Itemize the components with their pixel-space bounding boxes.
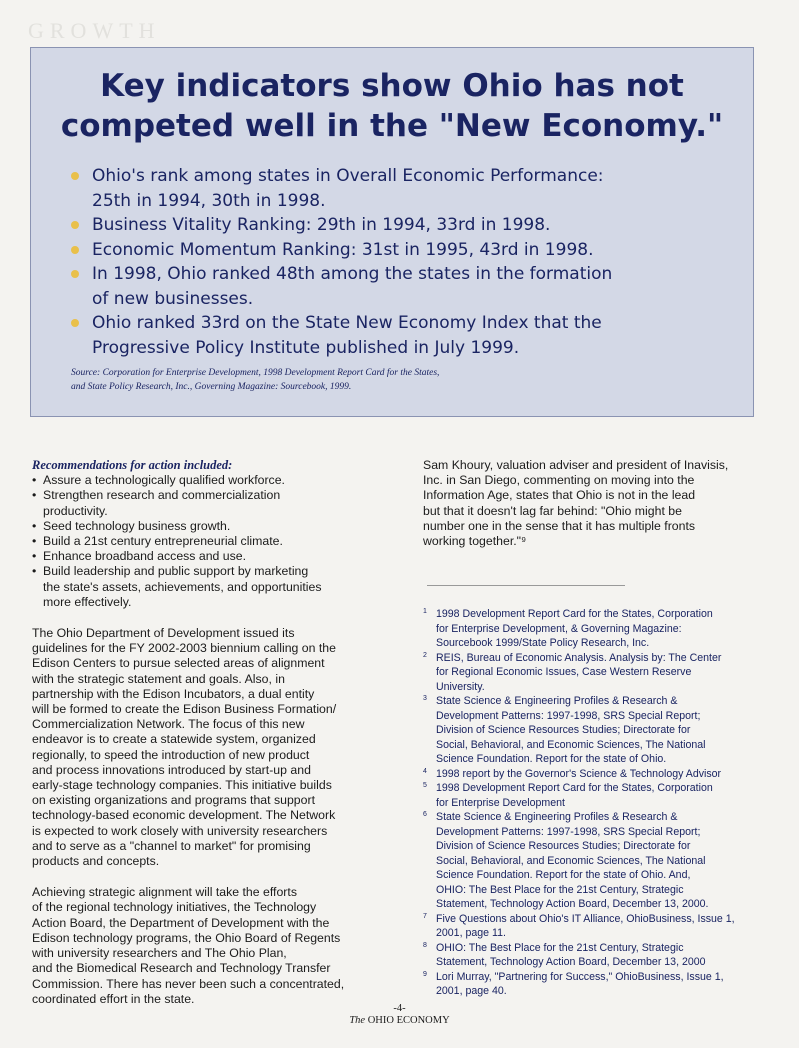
key-indicators-title [31,66,753,146]
recommendation-item [32,473,372,488]
footnote-number: 4 [423,767,427,775]
paragraph-line: Achieving strategic alignment will take the efforts [32,885,297,900]
footnote-line: State Science & Engineering Profiles & Research & [436,811,678,823]
source-line: Source: Corporation for Enterprise Development, 1998 Development Report Card for the States, [71,368,440,378]
paragraph-line: coordinated effort in the state. [32,991,195,1006]
footnote-line: for Regional Economic Issues, Case Western Reserve [436,666,692,678]
indicator-list [71,164,741,360]
quote-line: Information Age, states that Ohio is not in the lead [423,488,696,503]
key-indicators-box [30,47,754,417]
recommendation-line: productivity. [43,503,108,518]
bullet-dot-icon [71,270,79,278]
footnote-line: 2001, page 11. [436,927,506,939]
footnote [423,781,773,810]
footnote-line: Social, Behavioral, and Economic Sciences, The National [436,854,706,867]
paragraph-line: endeavor is to create a statewide system, organized [32,732,316,747]
paragraph-line: partnership with the Edison Incubators, a dual entity [32,686,315,701]
footnote-line: OHIO: The Best Place for the 21st Century, Strategic [436,941,684,954]
recommendation-line: • Assure a technologically qualified workforce. [43,473,285,488]
paragraph-line: with university researchers and The Ohio Plan, [32,946,287,961]
quote-line: but that it doesn't lag far behind: "Ohio might be [423,503,682,518]
indicator-item [71,213,741,238]
footnote [423,607,773,651]
indicator-item [71,164,741,213]
paragraph-line: Action Board, the Department of Development with the [32,915,330,930]
quote-line: number one in the sense that it has multiple fronts [423,518,696,533]
footnote-line: 1998 Development Report Card for the States, Corporation [436,608,713,620]
footnote-line: Division of Science Resources Studies; Directorate for [436,724,691,736]
recommendation-line: • Seed technology business growth. [43,518,231,533]
footnote [423,651,773,695]
footnote-line: Development Patterns: 1997-1998, SRS Special Report; [436,825,701,838]
quote-line: working together."⁹ [423,534,527,549]
footnote-line: OHIO: The Best Place for the 21st Century, Strategic [436,883,684,896]
indicator-line: of new businesses. [92,288,254,309]
footnote [423,694,773,767]
footnote [423,941,773,970]
paragraph-line: and process innovations introduced by start-up and [32,762,311,777]
indicator-item [71,262,741,311]
footnotes-divider [427,585,625,586]
paragraph-line: Edison Centers to pursue selected areas of alignment [32,656,325,671]
indicator-item [71,238,741,263]
footnote-number: 6 [423,811,427,818]
indicator-line: Economic Momentum Ranking: 31st in 1995, 43rd in 1998. [92,239,594,260]
paragraph-line: on existing organizations and programs that support [32,793,315,808]
title-line: Key indicators show Ohio has not [100,68,684,104]
indicator-line: Business Vitality Ranking: 29th in 1994, 33rd in 1998. [92,215,551,235]
footnote-line: Five Questions about Ohio's IT Alliance, OhioBusiness, Issue 1, [436,912,735,925]
recommendation-item [32,519,372,534]
paragraph-line: Commission. There has never been such a concentrated, [32,976,345,991]
edison-network-paragraph [32,626,372,869]
recommendations-list [32,473,372,610]
footnote-line: for Enterprise Development, & Governing Magazine: [436,622,682,635]
footnotes-list [423,607,773,999]
recommendation-line: • Strengthen research and commercialization [43,488,281,503]
footnote-line: Statement, Technology Action Board, December 13, 2000 [436,956,706,968]
paragraph-line: The Ohio Department of Development issued its [32,626,295,641]
page-number: -4- [393,1003,406,1014]
bullet-dot-icon [71,319,79,327]
indicator-line: In 1998, Ohio ranked 48th among the states in the formation [92,264,613,284]
footnote-line: for Enterprise Development [436,796,565,809]
recommendation-item [32,534,372,549]
publication-name: OHIO ECONOMY [367,1015,450,1026]
recommendation-line: • Build leadership and public support by marketing [43,564,309,579]
recommendations-heading: Recommendations for action included: [32,458,233,472]
footnote-line: Lori Murray, "Partnering for Success," OhioBusiness, Issue 1, [436,970,724,983]
recommendation-item [32,564,372,610]
paragraph-line: Commercialization Network. The focus of this new [32,717,305,732]
footnote-line: Science Foundation. Report for the state of Ohio. And, [436,869,691,881]
footnote-number: 9 [423,970,427,978]
publication-title [0,1015,799,1027]
footnote-line: Division of Science Resources Studies; Directorate for [436,840,691,852]
footnote-line: 1998 Development Report Card for the States, Corporation [436,782,713,794]
section-watermark: GROWTH [28,18,161,43]
recommendation-line: • Enhance broadband access and use. [43,549,247,564]
recommendation-item [32,488,372,518]
footnote [423,912,773,941]
footnote-number: 2 [423,651,427,659]
khoury-quote [423,458,763,549]
bullet-dot-icon [71,246,79,254]
recommendation-item [32,549,372,564]
quote-line: Sam Khoury, valuation adviser and president of Inavisis, [423,458,729,472]
recommendation-line: • Build a 21st century entrepreneurial climate. [43,534,283,549]
indicator-line: 25th in 1994, 30th in 1998. [92,190,326,211]
title-line: competed well in the "New Economy." [60,108,724,144]
footnote-number: 5 [423,782,427,789]
source-line: and State Policy Research, Inc., Governing Magazine: Sourcebook, 1999. [71,382,352,392]
paragraph-line: is expected to work closely with university researchers [32,823,328,838]
recommendation-line: more effectively. [43,594,132,609]
paragraph-line: and to serve as a "channel to market" for promising [32,838,311,853]
footnote [423,810,773,912]
quote-line: Inc. in San Diego, commenting on moving into the [423,473,695,488]
paragraph-line: early-stage technology companies. This initiative builds [32,778,332,793]
recommendation-line: the state's assets, achievements, and opportunities [43,579,322,594]
footnote-line: 1998 report by the Governor's Science & Technology Advisor [436,767,722,780]
bullet-dot-icon [71,221,79,229]
footnote-line: Statement, Technology Action Board, December 13, 2000. [436,898,709,910]
footnote-line: Social, Behavioral, and Economic Sciences, The National [436,738,706,751]
left-column [32,458,372,1007]
indicator-line: Ohio ranked 33rd on the State New Economy Index that the [92,313,602,333]
footnote-line: University. [436,680,485,693]
paragraph-line: of the regional technology initiatives, the Technology [32,900,317,915]
indicator-line: Ohio's rank among states in Overall Economic Performance: [92,166,604,186]
paragraph-line: products and concepts. [32,854,160,869]
footnote-number: 1 [423,608,427,615]
footnote-line: REIS, Bureau of Economic Analysis. Analysis by: The Center [436,651,722,664]
paragraph-line: will be formed to create the Edison Business Formation/ [32,702,337,717]
footnote-line: 2001, page 40. [436,985,507,997]
paragraph-line: technology-based economic development. The Network [32,808,336,823]
strategic-alignment-paragraph [32,885,372,1007]
footnote [423,767,773,782]
publication-prefix: The [349,1015,366,1026]
footnote-line: Development Patterns: 1997-1998, SRS Special Report; [436,709,701,722]
footnote-line: Sourcebook 1999/State Policy Research, Inc. [436,637,650,649]
footnote-number: 3 [423,695,427,702]
footnote-number: 8 [423,941,427,949]
paragraph-line: regionally, to speed the introduction of new product [32,747,310,762]
indicator-line: Progressive Policy Institute published in July 1999. [92,337,520,358]
paragraph-line: with the strategic statement and goals. Also, in [32,671,285,686]
footnote-line: State Science & Engineering Profiles & Research & [436,695,678,707]
indicator-item [71,311,741,360]
footnote-number: 7 [423,912,427,920]
footnote-line: Science Foundation. Report for the state of Ohio. [436,753,667,765]
paragraph-line: Edison technology programs, the Ohio Board of Regents [32,930,341,945]
source-citation [71,366,731,394]
footnote [423,970,773,999]
bullet-dot-icon [71,172,79,180]
paragraph-line: and the Biomedical Research and Technology Transfer [32,961,331,976]
page-footer [0,1003,799,1027]
paragraph-line: guidelines for the FY 2002-2003 biennium calling on the [32,641,336,656]
